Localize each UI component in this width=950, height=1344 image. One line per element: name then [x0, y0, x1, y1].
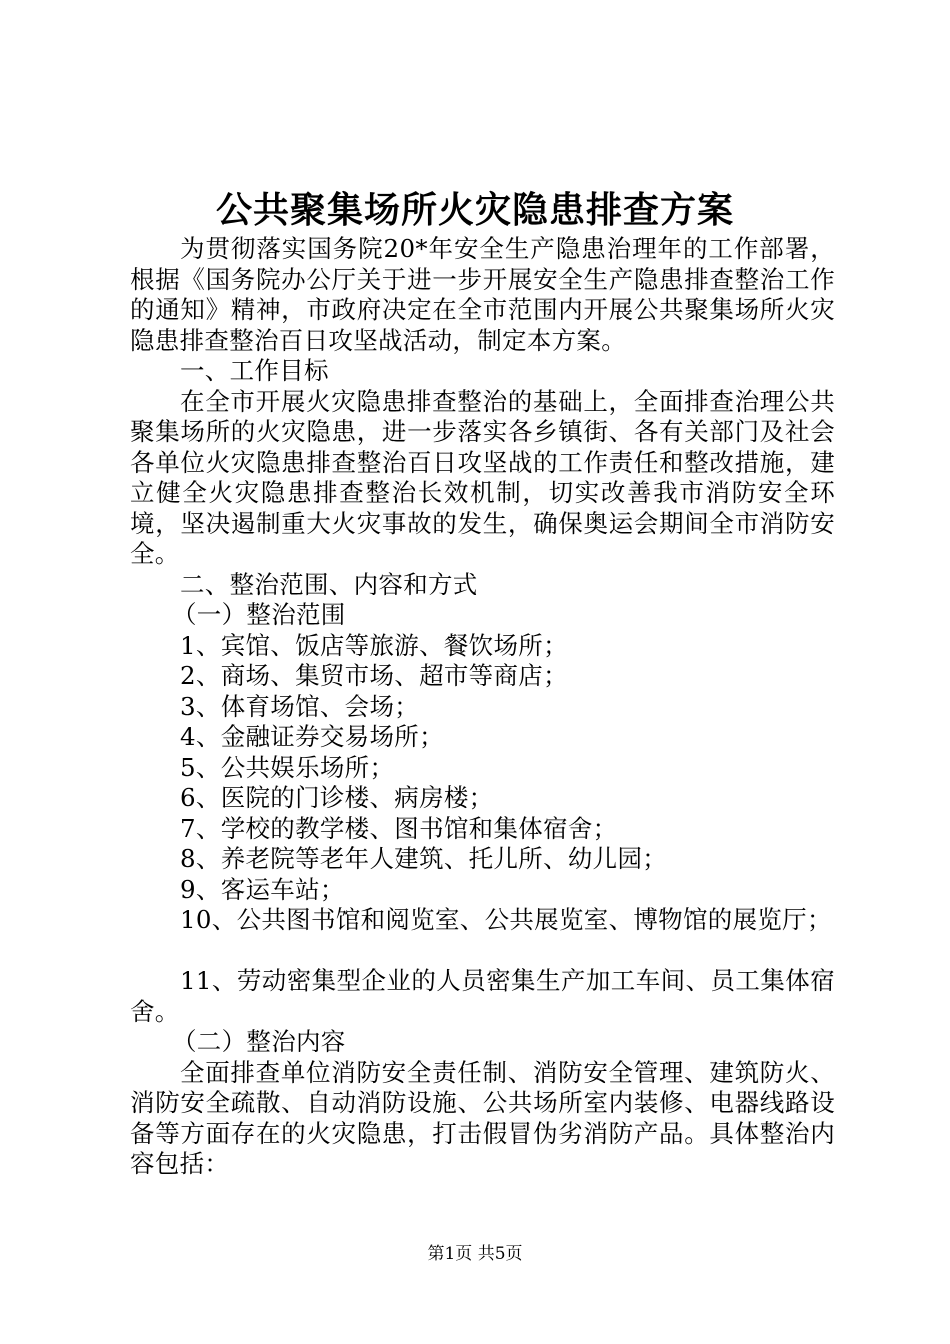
subsection-heading-scope: （一）整治范围	[172, 600, 346, 629]
scope-list-item: 3、体育场馆、会场；	[180, 691, 420, 721]
goals-paragraph: 在全市开展火灾隐患排查整治的基础上，全面排查治理公共聚集场所的火灾隐患，进一步落实各乡镇街、各有关部门及社会各单位火灾隐患排查整治百日攻坚战的工作责任和整改措施，建立健全火灾隐患排查整治长效机制，切实改善我市消防安全环境，坚决遏制重大火灾事故的发生，确保奥运会期间全市消防安全。	[130, 386, 835, 568]
section-heading-scope: 二、整治范围、内容和方式	[180, 569, 478, 599]
scope-list-item: 6、医院的门诊楼、病房楼；	[180, 783, 494, 812]
section-heading-goals: 一、工作目标	[180, 356, 329, 385]
scope-list-item: 1、宾馆、饭店等旅游、餐饮场所；	[180, 630, 568, 660]
page-footer: 第1页 共5页	[427, 1244, 523, 1264]
scope-list-item: 2、商场、集贸市场、超市等商店；	[180, 661, 568, 690]
scope-list-item: 9、客运车站；	[180, 874, 345, 904]
subsection-heading-content: （二）整治内容	[172, 1027, 346, 1056]
document-body	[130, 234, 835, 1180]
scope-list-item: 11、劳动密集型企业的人员密集生产加工车间、员工集体宿舍。	[130, 966, 835, 1026]
document-title: 公共聚集场所火灾隐患排查方案	[215, 189, 734, 231]
intro-paragraph: 为贯彻落实国务院20*年安全生产隐患治理年的工作部署，根据《国务院办公厅关于进一步开展安全生产隐患排查整治工作的通知》精神，市政府决定在全市范围内开展公共聚集场所火灾隐患排查整治百日攻坚战活动，制定本方案。	[130, 234, 835, 355]
scope-list-item: 7、学校的教学楼、图书馆和集体宿舍；	[180, 813, 618, 843]
scope-list-item: 10、公共图书馆和阅览室、公共展览室、博物馆的展览厅；	[180, 905, 832, 934]
paragraph-gap	[130, 936, 835, 967]
scope-list-item: 5、公共娱乐场所；	[180, 752, 395, 782]
scope-list-item: 8、养老院等老年人建筑、托儿所、幼儿园；	[180, 844, 668, 873]
content-paragraph: 全面排查单位消防安全责任制、消防安全管理、建筑防火、消防安全疏散、自动消防设施、公共场所室内装修、电器线路设备等方面存在的火灾隐患，打击假冒伪劣消防产品。具体整治内容包括：	[130, 1057, 835, 1178]
scope-list-item: 4、金融证券交易场所；	[180, 722, 444, 751]
